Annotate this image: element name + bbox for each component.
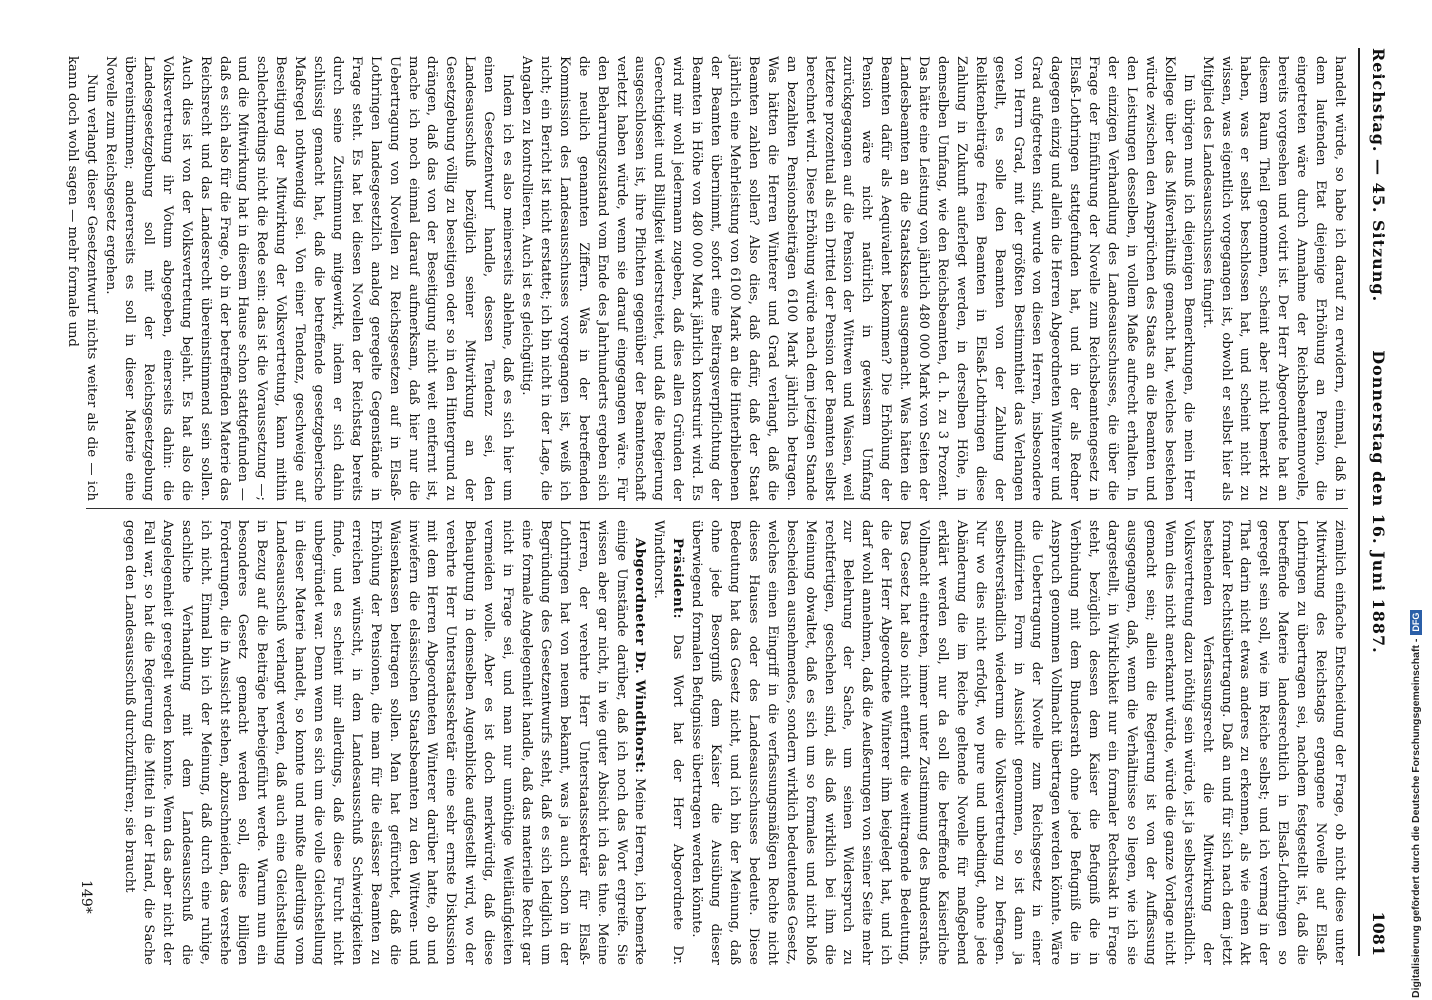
paragraph: Indem ich es also meinerseits ablehne, daß es sich hier um einen Gesetzentwurf handle, dessen Tendenz sei, den Landesausschuß bezüglich seiner Mitwirkung an der Gesetzgebung völlig zu beseitigen oder so in den Hintergrund zu drängen, daß das von der Beseitigung nicht weit entfernt ist, mache ich noch einmal darauf aufmerksam, daß hier nur die Uebertragung von Novellen zu Reichsgesetzen auf in Elsaß-Lothringen landesgesetzlich analog geregelte Gegenstände in Frage steht. Es hat bei diesen Novellen der Reichstag bereits durch seine Zustimmung mitgewirkt, indem er sich dahin schlüssig gemacht hat, daß die betreffende gesetzgeberische Maßregel nothwendig sei. Von einer Tendenz, geschweige auf Beseitigung der Mitwirkung der Volksvertretung, kann mithin schlechterdings nicht die Rede sein: das ist die Voraussetzung —; und die Mitwirkung hat in diesem Hause schon stattgefunden — daß es sich also für die Frage, ob in der betreffenden Materie das Reichsrecht und das Landesrecht übereinstimmend sein sollen. Auch dies ist von der Volksvertretung bejaht. Es hat also die Volksvertretung ihr Votum abgegeben, einerseits dahin: die Landesgesetzgebung soll mit der Reichsgesetzgebung übereinstimmen; andererseits es soll in dieser Materie eine Novelle zum Reichsgesetz ergehen. — [103, 56, 516, 501]
speech-text: Das Wort hat der Herr Abgeordnete Dr. Windthorst. — [651, 520, 686, 965]
column-divider — [86, 508, 1348, 509]
credit-text: Digitalisierung gefördert durch die Deutsche Forschungsgemeinschaft - — [1410, 638, 1422, 998]
dfg-credit — [1410, 610, 1422, 998]
speech-windthorst — [119, 520, 648, 965]
sheet-signature: 149* — [78, 880, 94, 914]
paragraph: Im übrigen muß ich diejenigen Bemerkungen, die mein Herr Kollege über das Mißverhältniß gemacht hat, welches bestehen würde zwischen den Ansprüchen des Staats an die Beamten und den Leistungen desselben, in vollem Maße aufrecht erhalten. In der einzigen Verhandlung des Landesausschusses, die über die Frage der Einführung der Novelle zum Reichsbeamtengesetz in Elsaß-Lothringen stattgefunden hat, und in der als Redner dagegen einzig und allein die Herren Abgeordneten Winterer und Grad aufgetreten sind, wurde von diesen Herren, insbesondere von Herrn Grad, mit der größten Bestimmtheit das Verlangen gestellt, es solle den Beamten von der Zahlung der Reliktenbeiträge freien Beamten in Elsaß-Lothringen diese Zahlung in Zukunft auferlegt werden, in derselben Höhe, in demselben Umfang, wie den Reichsbeamten, d. h. zu 3 Prozent. Das hätte eine Leistung von jährlich 480 000 Mark von Seiten der Landesbeamten an die Staatskasse ausgemacht. Was hätten die Beamten dafür als Aequivalent bekommen? Die Erhöhung der Pension wäre nicht natürlich in gewissem Umfang zurückgegangen auf die Pension der Wittwen und Waisen, weil letztere prozentual als ein Drittel der Pension der Beamten selbst berechnet wird. Diese Erhöhung würde nach dem jetzigen Stande an bezahlten Pensionsbeiträgen 6100 Mark jährlich betragen. Was hätten die Herren Winterer und Grad verlangt, daß die Beamten zahlen sollen? Also dies, daß dafür, daß der Staat jährlich eine Mehrleistung von 6100 Mark an die Hinterbliebenen der Beamten übernimmt, sofort eine Beitragsverpflichtung der Beamten in Höhe von 480 000 Mark jährlich konstruirt wird. Es wird mir wohl jedermann zugeben, daß dies allen Gründen der Gerechtigkeit und Billigkeit widerstreitet, und daß die Regierung ausgeschlossen ist, ihre Pflichten gegenüber der Beamtenschaft verletzt haben würde, wenn sie darauf eingegangen wäre. Für den Beharrungszustand vom Ende des Jahrhunderts ergeben sich die neulich genannten Ziffern. Was in der betreffenden Kommission des Landesausschusses vorgegangen ist, weiß ich nicht; ein Bericht ist nicht erstattet; ich bin nicht in der Lage, die Angaben zu kontrollieren. Auch ist es gleichgültig. — [519, 56, 1196, 501]
dfg-logo: DFG — [1410, 610, 1422, 635]
paragraph: Nun verlangt dieser Gesetzentwurf nichts weiter als die — ich kann doch wohl sagen — mehr formale und — [65, 56, 100, 501]
left-column — [65, 56, 1348, 501]
speech-president — [648, 520, 686, 965]
paragraph: ziemlich einfache Entscheidung der Frage, ob nicht diese unter Mitwirkung des Reichstags ergangene Novelle auf Elsaß-Lothringen zu übertragen sei, nachdem festgestellt ist, daß die betreffende Materie landesrechtlich in Elsaß-Lothringen so geregelt sein soll, wie im Reiche selbst; und ich vermag in der That darin nicht etwas anderes zu erkennen, als wie einen Akt formaler Rechtsübertragung. Daß an und für sich nach dem jetzt bestehenden Verfassungsrecht die Mitwirkung der Volksvertretung dazu nöthig sein würde, ist ja selbstverständlich. Wenn dies nicht anerkannt würde, würde die ganze Vorlage nicht gemacht sein; allein die Regierung ist von der Auffassung ausgegangen, daß, wenn die Verhältnisse so liegen, wie ich sie dargestellt, in Wirklichkeit nur ein formaler Rechtsakt in Frage steht, bezüglich dessen dem Kaiser die Befugniß die in Verbindung mit dem Bundesrath ohne jede Befugniß die in Anspruch genommen Vollmacht übertragen werden könnte. Wäre die Uebertragung der Novelle zum Reichsgesetz in einer modifizirten Form in Aussicht genommen, so ist dann ja selbstverständlich wiederum die Volksvertretung zu befragen. Nur wo dies nicht erfolgt, wo pure und unbedingt, ohne jede Abänderung die im Reiche geltende Novelle für maßgebend erklärt werden soll, nur da soll die betreffende Kaiserliche Vollmacht eintreten, immer unter Zustimmung des Bundesraths. Das Gesetz hat also nicht entfernt die weittragende Bedeutung, die der Herr Abgeordnete Winterer ihm beigelegt hat, und ich darf wohl annehmen, daß die Aeußerungen von seiner Seite mehr zur Belehrung der Sache, um seinen Widerspruch zu rechtfertigen, geschehen sind, als daß wirklich bei ihm die Meinung obwaltet, daß es sich um so formales und nicht bloß bescheiden ausnehmendes, sondern wirklich bedeutendes Gesetz, welches einen Eingriff in die verfassungsmäßigen Rechte nicht dieses Hauses oder des Landesausschusses bedeute. Diese Bedeutung hat das Gesetz nicht, und ich bin der Meinung, daß ohne jede Besorgniß dem Kaiser die Ausübung dieser überwiegend formalen Befugnisse übertragen werden könnte. — [689, 520, 1347, 965]
speech-text: Meine Herren, ich bemerke einige Umstände darüber, daß ich noch das Wort ergreife. Sie wissen aber gar nicht, in wie guter Absicht ich das thue. Meine Herren, der verehrte Herr Unterstaatssekretär für Elsaß-Lothringen hat von neuem bekannt, was ja auch schon in der Begründung des Gesetzentwurfs steht, daß es sich lediglich um eine formale Angelegenheit handle, daß das materielle Recht gar nicht in Frage sei, und man nur unnöthige Weitläufigkeiten vermeiden wolle. Aber es ist doch merkwürdig, daß diese Behauptung in demselben Augenblicke aufgestellt wird, wo der verehrte Herr Unterstaatssekretär eine sehr ernste Diskussion mit dem Herren Abgeordneten Winterer darüber hatte, ob und inwiefern die elsässischen Staatsbeamten zu den Wittwen- und Waisenkassen beitragen sollen. Man hat gefürchtet, daß die Erhöhung der Pensionen, die man für die elsässer Beamten zu erreichen wünscht, in dem Landesausschuß Schwierigkeiten finde, und es scheint mir allerdings, daß diese Furcht nicht unbegründet war. Denn wenn es sich um die volle Gleichstellung in dieser Materie handelt, so konnte und mußte allerdings vom Landesausschuß verlangt werden, daß auch eine Gleichstellung in Bezug auf die Beiträge herbeigeführt werde. Warum nun ein besonderes Gesetz gemacht werden soll, diese billigen Forderungen, die in Aussicht stehen, abzuschneiden, das verstehe ich nicht. Einmal bin ich der Meinung, daß durch eine ruhige, sachliche Verhandlung mit dem Landesausschuß die Angelegenheit geregelt werden konnte. Wenn das aber nicht der Fall war, so hat die Regierung die Mittel in der Hand, die Sache gegen den Landesausschuß durchzuführen; sie braucht — [122, 520, 648, 965]
page-number: 1081 — [1369, 911, 1388, 956]
header-rule — [1358, 48, 1360, 956]
paragraph: handelt würde, so habe ich darauf zu erwidern, einmal, daß in dem laufenden Etat diejenige Erhöhung an Pension, die eingetreten wäre durch Annahme der Reichsbeamtennovelle, bereits vorgesehen und votirt ist. Der Herr Abgeordnete hat an diesem Raum Theil genommen, scheint aber nicht bemerkt zu haben, was er selbst beschlossen hat, und scheint nicht zu wissen, was eigentlich vorgegangen ist, obwohl er selbst hier als Mitglied des Landesausschusses fungirt. — [1199, 56, 1347, 501]
header-session: Reichstag. — 45. Sitzung. — [1369, 48, 1388, 303]
page-header — [1362, 48, 1388, 956]
speaker-name: Präsident: — [670, 538, 686, 620]
speaker-name: Abgeordneter Dr. Windthorst: — [632, 538, 648, 774]
right-column — [119, 520, 1348, 965]
header-date: Donnerstag den 16. Juni 1887. — [1369, 350, 1388, 654]
